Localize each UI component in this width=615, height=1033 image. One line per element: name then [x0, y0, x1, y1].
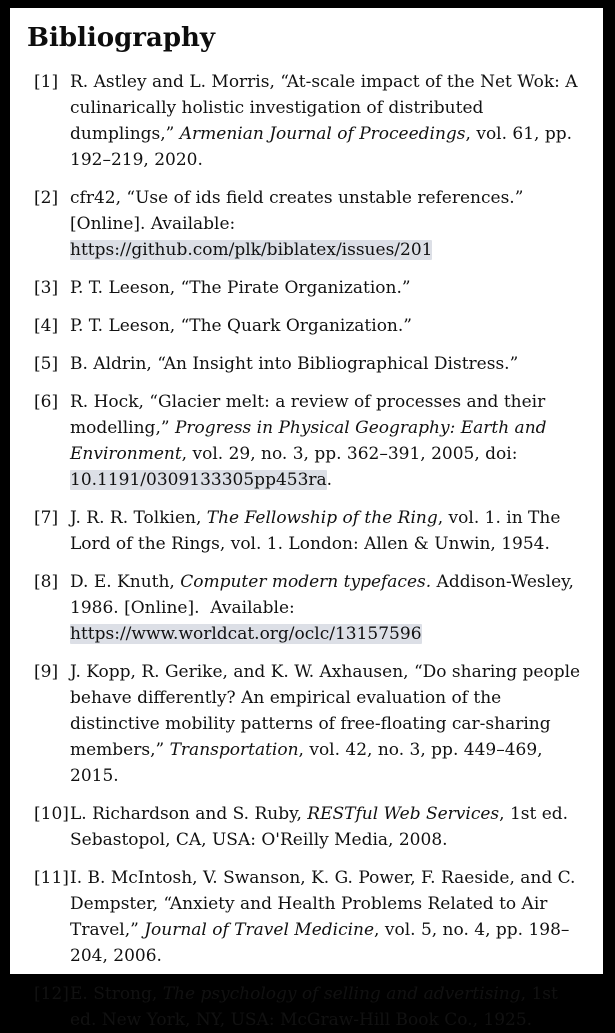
entry-text [70, 275, 581, 301]
page-title: Bibliography [27, 23, 216, 53]
entry-text-segment: J. Kopp, R. Gerike, and K. W. Axhausen, “Do sharing people behave differently? An empirical evaluation of the distinctive mobility patterns of free-floating car-sharing members,” [70, 661, 581, 760]
entry-text-segment: , vol. 5, no. 4, pp. 198–204, 2006. [70, 919, 570, 966]
entry-text-segment: D. E. Knuth, [70, 571, 181, 592]
link-url[interactable]: 10.1191/0309133305pp453ra [70, 469, 327, 490]
bibliography-entry [27, 981, 581, 1033]
entry-number: [9] [34, 661, 59, 682]
bibliography-entry [27, 801, 581, 853]
entry-number: [4] [34, 315, 59, 336]
entry-text [70, 569, 581, 647]
entry-number: [10] [34, 803, 69, 824]
entry-text [70, 505, 581, 557]
entry-text [70, 313, 581, 339]
entry-text [70, 389, 581, 493]
bibliography-entry [27, 569, 581, 647]
entry-text-segment: , 1st ed. New York, NY, USA: McGraw-Hill Book Co., 1925. [70, 983, 558, 1030]
entry-text-segment: Addison-Wesley, 1986. [Online]. Available: [70, 571, 574, 618]
bibliography-entry [27, 505, 581, 557]
entry-text-segment: R. Astley and L. Morris, “At-scale impact of the Net Wok: A culinarically holistic investigation of distributed dumplings,” [70, 71, 578, 144]
entry-number: [3] [34, 277, 59, 298]
bibliography-entry [27, 659, 581, 789]
entry-text [70, 69, 581, 173]
entry-number: [2] [34, 187, 59, 208]
entry-number: [1] [34, 71, 59, 92]
entry-text-segment: I. B. McIntosh, V. Swanson, K. G. Power, F. Raeside, and C. Dempster, “Anxiety and Health Problems Related to Air Travel,” [70, 867, 576, 940]
link-url[interactable]: https://github.com/plk/biblatex/issues/201 [70, 239, 433, 260]
entry-text-segment: , vol. 42, no. 3, pp. 449–469, 2015. [70, 739, 543, 786]
entry-text [70, 981, 581, 1033]
entry-number: [11] [34, 867, 69, 888]
entry-text [70, 801, 581, 853]
entry-number: [6] [34, 391, 59, 412]
entry-title-italic: Journal of Travel Medicine [144, 919, 375, 940]
entry-text-segment: R. Hock, “Glacier melt: a review of processes and their modelling,” [70, 391, 546, 438]
bibliography-entry [27, 389, 581, 493]
entry-text-segment: , 1st ed. Sebastopol, CA, USA: O'Reilly Media, 2008. [70, 803, 569, 850]
entry-text [70, 351, 581, 377]
entry-title-italic: Progress in Physical Geography: Earth and Environment [70, 417, 547, 464]
entry-title-italic: Computer modern typefaces. [180, 571, 432, 592]
entry-text-segment: , vol. 29, no. 3, pp. 362–391, 2005, doi: [181, 443, 518, 464]
bibliography-entry [27, 69, 581, 173]
entry-title-italic: The psychology of selling and advertising [162, 983, 521, 1004]
bibliography-entry [27, 313, 581, 339]
document-page [10, 8, 603, 1030]
entry-text-segment: L. Richardson and S. Ruby, [70, 803, 308, 824]
entry-text-segment: . [326, 469, 333, 490]
bibliography-entry [27, 185, 581, 263]
entry-text-segment: P. T. Leeson, “The Quark Organization.” [70, 315, 412, 336]
entry-number: [7] [34, 507, 59, 528]
entry-title-italic: Armenian Journal of Proceedings [179, 123, 466, 144]
entry-text-segment: P. T. Leeson, “The Pirate Organization.” [70, 277, 411, 298]
entry-text [70, 865, 581, 969]
bibliography-list [27, 69, 581, 1033]
entry-text-segment: J. R. R. Tolkien, [70, 507, 207, 528]
entry-text-segment: cfr42, “Use of ids field creates unstable references.” [Online]. Available: [70, 187, 524, 234]
entry-text-segment: , vol. 1. in The Lord of the Rings, vol. 1. London: Allen & Unwin, 1954. [70, 507, 561, 554]
bibliography-entry [27, 351, 581, 377]
entry-number: [8] [34, 571, 59, 592]
entry-text [70, 185, 581, 263]
entry-title-italic: The Fellowship of the Ring [206, 507, 438, 528]
entry-text-segment: B. Aldrin, “An Insight into Bibliographical Distress.” [70, 353, 519, 374]
bibliography-entry [27, 865, 581, 969]
entry-text [70, 659, 581, 789]
entry-number: [5] [34, 353, 59, 374]
entry-text-segment: , vol. 61, pp. 192–219, 2020. [70, 123, 573, 170]
entry-text-segment: E. Strong, [70, 983, 163, 1004]
bibliography-entry [27, 275, 581, 301]
link-url[interactable]: https://www.worldcat.org/oclc/13157596 [70, 623, 422, 644]
entry-title-italic: RESTful Web Services [307, 803, 500, 824]
entry-title-italic: Transportation [169, 739, 299, 760]
entry-number: [12] [34, 983, 69, 1004]
